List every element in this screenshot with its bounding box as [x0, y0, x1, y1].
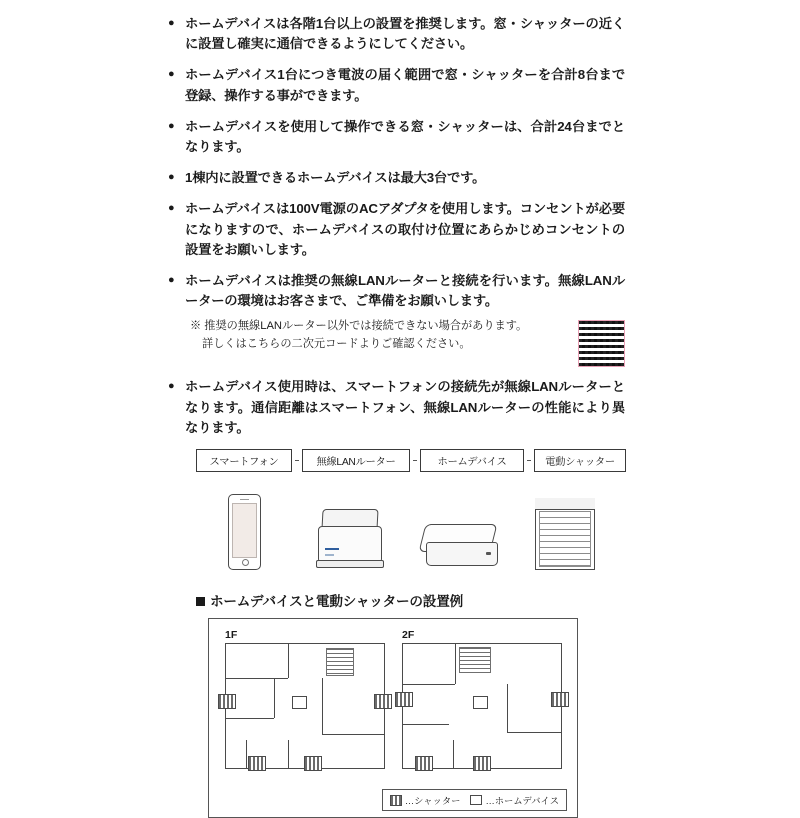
bullet-text: ホームデバイスは推奨の無線LANルーターと接続を行います。無線LANルーターの環境はお客さまで、ご準備をお願いします。 [185, 273, 625, 309]
flow-connector [527, 460, 531, 462]
staircase [459, 647, 491, 673]
floor-plan-diagram [208, 618, 578, 818]
phone-speaker [240, 499, 249, 501]
bullet-text: ホームデバイス使用時は、スマートフォンの接続先が無線LANルーターとなります。通信距離はスマートフォン、無線LANルーターの性能により異なります。 [185, 379, 625, 435]
router-body [318, 526, 382, 562]
wall [403, 684, 455, 685]
wall [507, 684, 508, 732]
bullet-text: ホームデバイスは100V電源のACアダプタを使用します。コンセントが必要になりますので、ホームデバイスの取付け位置にあらかじめコンセントの設置をお願いします。 [185, 201, 625, 257]
home-device-icon-cell [406, 524, 516, 570]
wall [507, 732, 561, 733]
flow-label-home-device: ホームデバイス [420, 449, 524, 472]
wall [226, 718, 274, 719]
legend-item-home-device [470, 793, 559, 807]
router-icon-cell [292, 504, 406, 570]
floor-label-2f: 2F [402, 629, 415, 642]
floor-2f [402, 631, 560, 769]
wall [322, 734, 384, 735]
bullet-text: 1棟内に設置できるホームデバイスは最大3台です。 [185, 170, 486, 186]
wall [274, 678, 275, 718]
home-device-symbol-icon [470, 795, 482, 805]
flow-connector [295, 460, 299, 462]
phone-screen [232, 503, 257, 558]
list-item [168, 271, 625, 311]
note-line-2: 詳しくはこちらの二次元コードよりご確認ください。 [202, 337, 471, 350]
home-device-symbol [292, 696, 307, 709]
wall [455, 644, 456, 684]
list-item [168, 14, 625, 54]
legend-label-home-device: …ホームデバイス [485, 796, 559, 807]
router-stand [316, 560, 384, 568]
bullet-text: ホームデバイス1台につき電波の届く範囲で窓・シャッターを合計8台まで登録、操作する事ができます。 [185, 67, 625, 103]
electric-shutter-icon [535, 498, 595, 570]
smartphone-icon-cell [196, 494, 292, 570]
smartphone-icon [228, 494, 261, 570]
wall [246, 740, 247, 768]
shutter-hood [535, 498, 595, 510]
shutter-symbol [415, 756, 433, 771]
flow-icon-row [196, 478, 626, 570]
wall [288, 644, 289, 678]
legend-item-shutter [390, 793, 461, 807]
note-text-block [168, 318, 570, 353]
list-item [168, 168, 625, 188]
bullet-list-2 [168, 377, 625, 438]
shutter-symbol [374, 694, 392, 709]
shutter-slats [539, 511, 591, 567]
list-item [168, 65, 625, 105]
wall [453, 740, 454, 768]
shutter-symbol [473, 756, 491, 771]
qr-code-icon [578, 320, 625, 367]
example-title-text: ホームデバイスと電動シャッターの設置例 [210, 594, 463, 610]
home-device-symbol [473, 696, 488, 709]
list-item [168, 377, 625, 438]
shutter-symbol-icon [390, 795, 402, 806]
shutter-symbol [218, 694, 236, 709]
phone-home-button [242, 559, 249, 566]
shutter-icon-cell [516, 498, 614, 570]
bullet-text: ホームデバイスを使用して操作できる窓・シャッターは、合計24台までとなります。 [185, 118, 625, 155]
list-item [168, 199, 625, 260]
shutter-symbol [551, 692, 569, 707]
floor-plan-2f [402, 643, 562, 769]
router-led-2 [325, 554, 334, 556]
example-title [196, 590, 625, 610]
floor-label-1f: 1F [225, 629, 238, 642]
wall [403, 724, 449, 725]
shutter-symbol [395, 692, 413, 707]
device-flow-diagram [196, 449, 626, 570]
shutter-symbol [248, 756, 266, 771]
flow-label-smartphone: スマートフォン [196, 449, 292, 472]
note-line-1: ※ 推奨の無線LANルーター以外では接続できない場合があります。 [190, 320, 528, 333]
home-device-icon [422, 524, 500, 570]
wall [226, 678, 288, 679]
wall [322, 678, 323, 734]
home-device-indicator [486, 552, 491, 555]
legend-label-shutter: …シャッター [404, 796, 461, 807]
wireless-router-icon [312, 504, 386, 570]
wall [288, 740, 289, 768]
bullet-list [168, 14, 625, 311]
flow-connector [413, 460, 417, 462]
router-note [168, 318, 625, 367]
flow-label-router: 無線LANルーター [302, 449, 410, 472]
floor-1f [225, 631, 383, 769]
shutter-symbol [304, 756, 322, 771]
staircase [326, 648, 354, 676]
bullet-text: ホームデバイスは各階1台以上の設置を推奨します。窓・シャッターの近くに設置し確実に通信できるようにしてください。 [185, 16, 625, 52]
plan-legend [382, 789, 567, 811]
square-bullet-icon [196, 597, 205, 606]
list-item [168, 117, 625, 157]
flow-label-shutter: 電動シャッター [534, 449, 626, 472]
floor-plan-1f [225, 643, 385, 769]
router-led [325, 548, 339, 550]
flow-label-row [196, 449, 626, 472]
